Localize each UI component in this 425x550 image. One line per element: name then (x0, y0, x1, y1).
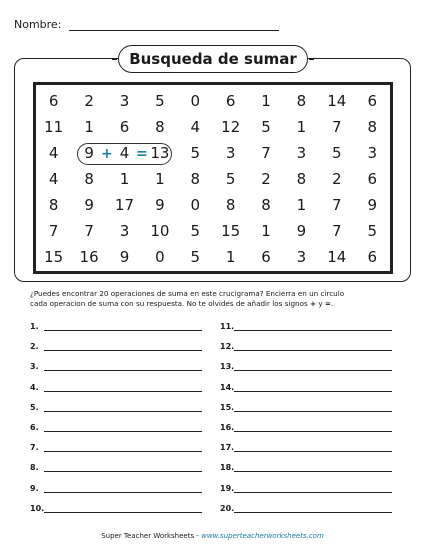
grid-cell[interactable]: 5 (190, 248, 201, 266)
answer-row (30, 504, 202, 516)
instructions-equals: = (324, 299, 331, 308)
grid-cell[interactable]: 5 (190, 144, 201, 162)
answer-number: 5. (30, 402, 39, 412)
answer-line[interactable] (44, 504, 202, 513)
grid-cell[interactable]: 5 (225, 170, 236, 188)
grid-cell[interactable]: 14 (327, 248, 347, 266)
grid-cell[interactable]: 17 (114, 196, 135, 214)
grid-cell[interactable]: 9 (367, 196, 377, 214)
answer-line[interactable] (44, 322, 202, 331)
grid-cell[interactable]: 15 (44, 248, 64, 266)
grid-cell[interactable]: 7 (332, 222, 342, 240)
grid-cell[interactable]: 8 (84, 170, 94, 188)
grid-cell[interactable]: 0 (190, 196, 201, 214)
grid-cell[interactable]: 9 (119, 248, 130, 266)
grid-cell[interactable]: 3 (296, 248, 307, 266)
instructions-y: y (316, 299, 325, 308)
grid-cell[interactable]: 8 (296, 170, 307, 188)
grid-cell[interactable]: 8 (367, 118, 377, 136)
grid-cell[interactable]: 2 (332, 170, 342, 188)
grid-cell[interactable]: 4 (190, 118, 201, 136)
answer-number: 10. (30, 503, 45, 513)
answer-row (30, 403, 202, 415)
answer-number: 19. (220, 483, 235, 493)
grid-cell[interactable]: 13 (150, 144, 170, 162)
grid-cell[interactable]: 7 (261, 144, 271, 162)
name-label: Nombre: (14, 18, 62, 31)
answer-row (30, 484, 202, 496)
grid-cell[interactable]: 7 (332, 196, 342, 214)
answer-number: 17. (220, 443, 235, 453)
grid-row (36, 244, 390, 270)
grid-cell[interactable]: 1 (296, 196, 307, 214)
grid-cell[interactable]: 6 (367, 92, 377, 110)
grid-cell[interactable]: 6 (48, 92, 59, 110)
grid-cell[interactable]: 14 (327, 92, 347, 110)
answer-row (220, 443, 392, 455)
answer-number: 4. (30, 382, 39, 392)
grid-cell[interactable]: 7 (48, 222, 59, 240)
example-equals-sign: = (136, 146, 148, 162)
answer-row (30, 443, 202, 455)
grid-cell[interactable]: 5 (261, 118, 271, 136)
instructions-text: cada operacion de suma con su respuesta. No te olvides de añadir los signos (30, 299, 310, 308)
grid-cell[interactable]: 8 (261, 196, 271, 214)
grid-cell[interactable]: 4 (119, 144, 130, 162)
grid-cell[interactable]: 9 (155, 196, 165, 214)
answer-line[interactable] (44, 463, 202, 472)
answer-number: 6. (30, 423, 39, 432)
worksheet-title: Busqueda de sumar (118, 45, 308, 73)
answer-number: 1. (30, 322, 39, 331)
grid-cell[interactable]: 4 (48, 170, 59, 188)
answer-line[interactable] (234, 383, 392, 392)
answer-number: 20. (220, 503, 235, 513)
grid-cell[interactable]: 0 (190, 92, 201, 110)
answer-row (220, 342, 392, 354)
answer-row (30, 383, 202, 395)
answer-line[interactable] (234, 423, 392, 432)
grid-cell[interactable]: 1 (225, 248, 236, 266)
answer-row (220, 423, 392, 435)
grid-cell[interactable]: 6 (261, 248, 271, 266)
example-plus-sign: + (101, 146, 113, 162)
answer-number: 18. (220, 463, 235, 473)
instructions-end: . (330, 299, 334, 308)
name-row (14, 18, 279, 31)
grid-cell[interactable]: 7 (84, 222, 94, 240)
grid-cell[interactable]: 8 (155, 118, 165, 136)
grid-cell[interactable]: 3 (119, 92, 130, 110)
answer-row (30, 342, 202, 354)
answer-number: 8. (30, 463, 39, 473)
grid-cell[interactable]: 1 (84, 118, 94, 136)
grid-cell[interactable]: 5 (190, 222, 201, 240)
grid-cell[interactable]: 11 (44, 118, 64, 136)
grid-row (36, 166, 390, 192)
grid-cell[interactable]: 8 (225, 196, 236, 214)
grid-cell[interactable]: 8 (190, 170, 201, 188)
grid-cell[interactable]: 3 (296, 144, 307, 162)
answer-row (220, 362, 392, 374)
grid-cell[interactable]: 1 (119, 170, 130, 188)
answer-line[interactable] (44, 342, 202, 351)
answer-row (30, 322, 202, 334)
grid-cell[interactable]: 9 (84, 196, 94, 214)
grid-cell[interactable]: 4 (48, 144, 59, 162)
answer-row (30, 423, 202, 435)
grid-cell[interactable]: 3 (367, 144, 377, 162)
answer-line[interactable] (234, 322, 392, 331)
answer-line[interactable] (234, 342, 392, 351)
answer-line[interactable] (44, 423, 202, 432)
answer-row (30, 463, 202, 475)
grid-cell[interactable]: 2 (261, 170, 271, 188)
instructions-line-2 (30, 299, 400, 309)
answer-number: 13. (220, 362, 235, 372)
name-input-line[interactable] (69, 20, 279, 31)
footer (0, 532, 425, 540)
grid-cell[interactable]: 5 (367, 222, 377, 240)
answer-number: 14. (220, 382, 235, 392)
number-grid-box (33, 82, 393, 274)
grid-cell[interactable]: 10 (150, 222, 170, 240)
grid-cell[interactable]: 9 (296, 222, 307, 240)
grid-cell[interactable]: 15 (221, 222, 241, 240)
grid-cell[interactable]: 6 (367, 248, 377, 266)
answer-row (220, 322, 392, 334)
grid-cell[interactable]: 1 (296, 118, 307, 136)
answer-row (220, 484, 392, 496)
footer-text: Super Teacher Worksheets - (101, 532, 202, 540)
answer-number: 16. (220, 423, 235, 432)
answer-row (220, 403, 392, 415)
grid-cell[interactable]: 3 (119, 222, 130, 240)
grid-cell[interactable]: 16 (79, 248, 99, 266)
grid-cell[interactable]: 1 (261, 222, 271, 240)
answer-line[interactable] (234, 443, 392, 452)
grid-cell[interactable]: 12 (221, 118, 241, 136)
answer-line[interactable] (44, 443, 202, 452)
grid-row (36, 192, 390, 218)
answer-number: 7. (30, 443, 39, 453)
answer-number: 11. (220, 322, 235, 331)
instructions (30, 289, 400, 309)
answer-line[interactable] (234, 362, 392, 371)
answer-row (220, 383, 392, 395)
grid-cell[interactable]: 6 (119, 118, 130, 136)
answer-line[interactable] (44, 362, 202, 371)
grid-cell[interactable]: 1 (155, 170, 165, 188)
grid-cell[interactable]: 0 (155, 248, 165, 266)
answer-line[interactable] (234, 484, 392, 493)
answer-row (30, 362, 202, 374)
answer-row (220, 463, 392, 475)
answer-line[interactable] (44, 403, 202, 412)
answer-line[interactable] (234, 463, 392, 472)
grid-cell[interactable]: 6 (225, 92, 236, 110)
answer-line[interactable] (44, 383, 202, 392)
answer-line[interactable] (234, 504, 392, 513)
grid-row (36, 88, 390, 114)
grid-row (36, 218, 390, 244)
instructions-plus: + (310, 299, 317, 308)
grid-cell[interactable]: 5 (155, 92, 165, 110)
answer-row (220, 504, 392, 516)
instructions-line-1: ¿Puedes encontrar 20 operaciones de suma en este crucigrama? Encierra en un circulo (30, 289, 345, 298)
grid-cell[interactable]: 2 (84, 92, 94, 110)
grid-cell[interactable]: 7 (332, 118, 342, 136)
answer-number: 3. (30, 362, 39, 372)
grid-cell[interactable]: 8 (48, 196, 59, 214)
grid-cell[interactable]: 9 (84, 144, 94, 162)
grid-cell[interactable]: 5 (332, 144, 342, 162)
grid-cell[interactable]: 6 (367, 170, 377, 188)
grid-cell[interactable]: 3 (225, 144, 236, 162)
grid-row (36, 114, 390, 140)
answer-line[interactable] (44, 484, 202, 493)
grid-cell[interactable]: 8 (296, 92, 307, 110)
number-grid (36, 88, 390, 270)
answer-number: 12. (220, 342, 235, 352)
grid-cell[interactable]: 1 (261, 92, 271, 110)
answer-number: 15. (220, 402, 235, 412)
answer-line[interactable] (234, 403, 392, 412)
grid-row (36, 140, 390, 166)
answer-number: 2. (30, 342, 39, 352)
footer-url[interactable]: www.superteacherworksheets.com (201, 532, 324, 540)
answer-number: 9. (30, 483, 39, 493)
